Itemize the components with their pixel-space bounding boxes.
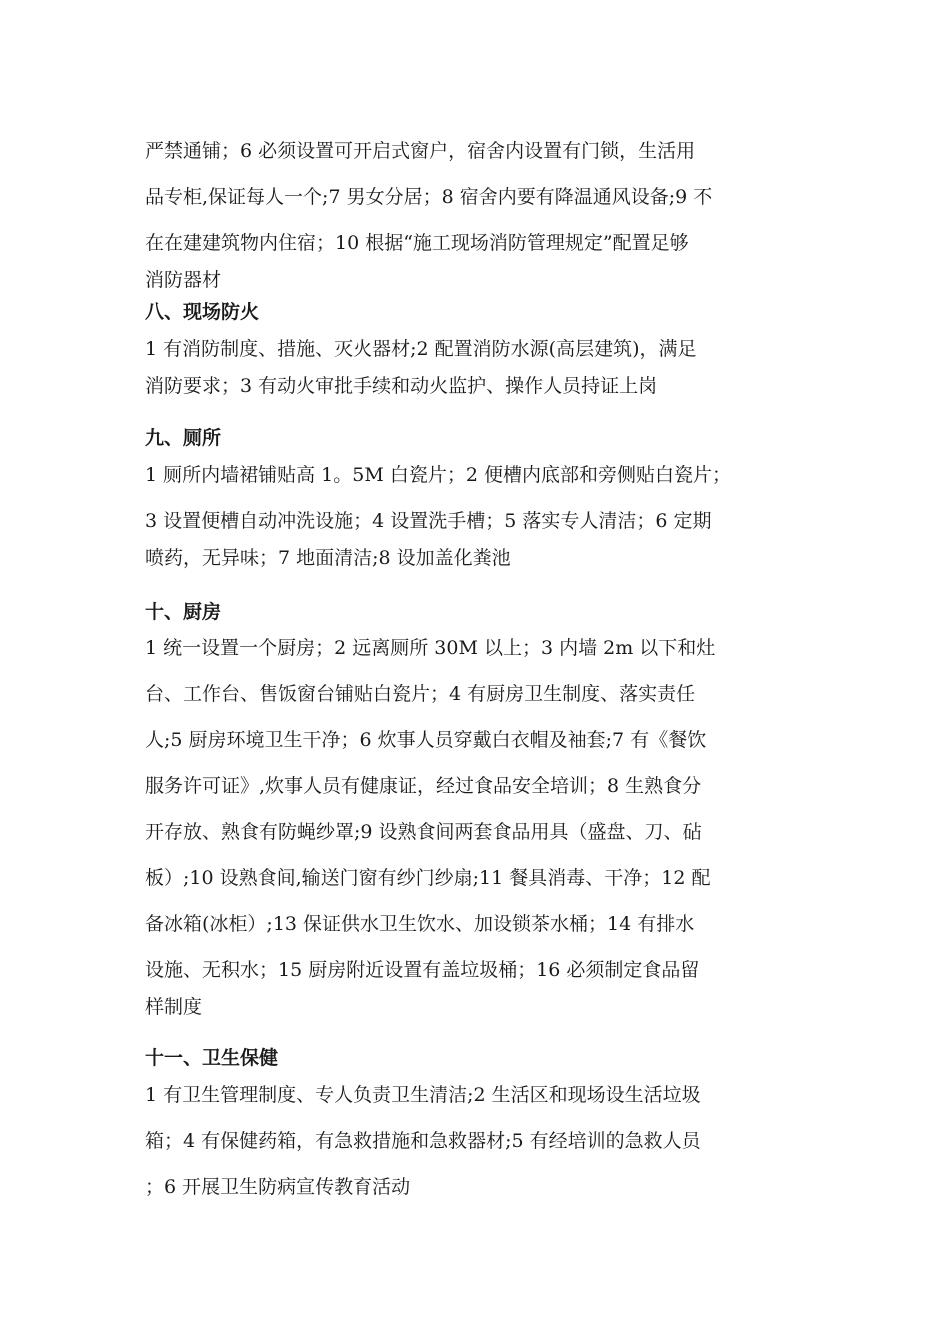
fire-paragraph bbox=[145, 326, 820, 400]
paragraph-line: 服务许可证》,炊事人员有健康证，经过食品安全培训；8 生熟食分 bbox=[145, 775, 702, 797]
paragraph-line: 3 设置便槽自动冲洗设施；4 设置洗手槽；5 落实专人清洁；6 定期 bbox=[145, 510, 712, 532]
paragraph-line: 箱；4 有保健药箱，有急救措施和急救器材;5 有经培训的急救人员 bbox=[145, 1130, 701, 1152]
paragraph-line: 台、工作台、售饭窗台铺贴白瓷片；4 有厨房卫生制度、落实责任 bbox=[145, 683, 696, 705]
section-heading-health: 十一、卫生保健 bbox=[145, 1047, 279, 1069]
section-heading-fire: 八、现场防火 bbox=[145, 301, 260, 323]
paragraph-line: 1 统一设置一个厨房；2 远离厕所 30M 以上；3 内墙 2m 以下和灶 bbox=[145, 637, 716, 659]
paragraph-line: 人;5 厨房环境卫生干净；6 炊事人员穿戴白衣帽及袖套;7 有《餐饮 bbox=[145, 729, 707, 751]
paragraph-line: 开存放、熟食有防蝇纱罩;9 设熟食间两套食品用具（盛盘、刀、砧 bbox=[145, 821, 702, 843]
paragraph-line: 设施、无积水；15 厨房附近设置有盖垃圾桶；16 必须制定食品留 bbox=[145, 959, 700, 981]
paragraph-line: 样制度 bbox=[145, 996, 203, 1018]
paragraph-line: 消防要求；3 有动火审批手续和动火监护、操作人员持证上岗 bbox=[145, 375, 658, 397]
paragraph-line: 备冰箱(冰柜）;13 保证供水卫生饮水、加设锁茶水桶；14 有排水 bbox=[145, 913, 695, 935]
health-paragraph bbox=[145, 1072, 820, 1210]
paragraph-line: 消防器材 bbox=[145, 269, 222, 291]
section-heading-toilet: 九、厕所 bbox=[145, 427, 222, 449]
paragraph-line: 品专柜,保证每人一个;7 男女分居；8 宿舍内要有降温通风设备;9 不 bbox=[145, 186, 713, 208]
paragraph-line: 板）;10 设熟食间,输送门窗有纱门纱扇;11 餐具消毒、干净；12 配 bbox=[145, 867, 711, 889]
toilet-paragraph bbox=[145, 452, 820, 572]
paragraph-line: 在在建建筑物内住宿；10 根据“施工现场消防管理规定”配置足够 bbox=[145, 232, 689, 254]
kitchen-paragraph bbox=[145, 625, 820, 1021]
paragraph-line: 1 厕所内墙裙铺贴高 1。5M 白瓷片；2 便槽内底部和旁侧贴白瓷片； bbox=[145, 464, 731, 486]
section-heading-kitchen: 十、厨房 bbox=[145, 601, 222, 623]
dormitory-paragraph bbox=[145, 128, 820, 294]
paragraph-line: 严禁通铺；6 必须设置可开启式窗户，宿舍内设置有门锁，生活用 bbox=[145, 140, 696, 162]
paragraph-line: 1 有消防制度、措施、灭火器材;2 配置消防水源(高层建筑)，满足 bbox=[145, 338, 697, 360]
paragraph-line: 喷药，无异味；7 地面清洁;8 设加盖化粪池 bbox=[145, 547, 511, 569]
paragraph-line: 1 有卫生管理制度、专人负责卫生清洁;2 生活区和现场设生活垃圾 bbox=[145, 1084, 701, 1106]
paragraph-line: ；6 开展卫生防病宣传教育活动 bbox=[145, 1176, 411, 1198]
